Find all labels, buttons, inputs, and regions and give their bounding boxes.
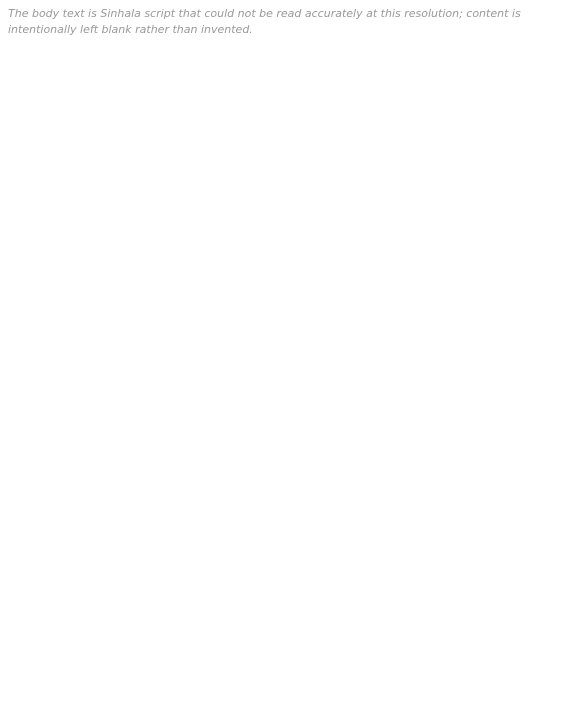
transcription-note: The body text is Sinhala script that could not be read accurately at this resolution; content is intentionally left blank rather than invented. (8, 7, 525, 36)
